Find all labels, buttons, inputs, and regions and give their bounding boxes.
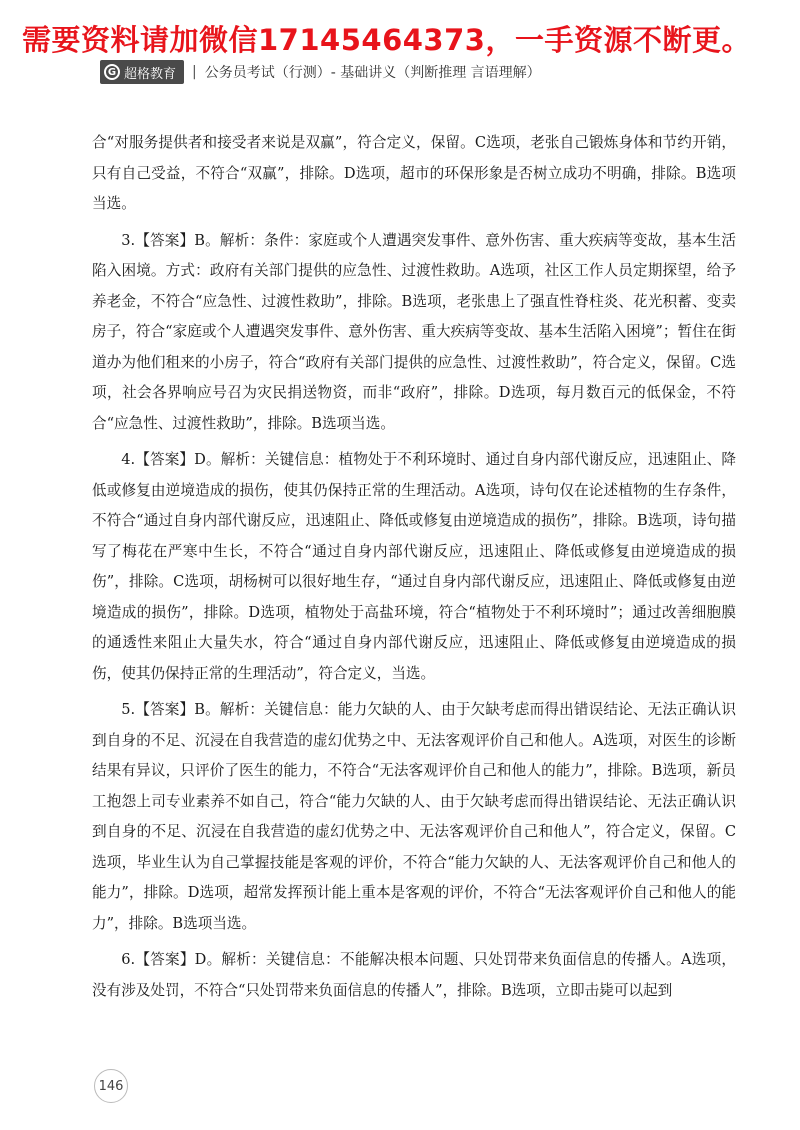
publisher-logo	[100, 60, 184, 84]
logo-icon: G	[104, 64, 120, 80]
paragraph-answer-5: 5.【答案】B。解析：关键信息：能力欠缺的人、由于欠缺考虑而得出错误结论、无法正确认识到自身的不足、沉浸在自我营造的虚幻优势之中、无法客观评价自己和他人。A选项，对医生的诊断结果有异议，只评价了医生的能力，不符合“无法客观评价自己和他人的能力”，排除。B选项，新员工抱怨上司专业素养不如自己，符合“能力欠缺的人、由于欠缺考虑而得出错误结论、无法正确认识到自身的不足、沉浸在自我营造的虚幻优势之中、无法客观评价自己和他人”，符合定义，保留。C选项，毕业生认为自己掌握技能是客观的评价，不符合“能力欠缺的人、无法客观评价自己和他人的能力”，排除。D选项，超常发挥预计能上重本是客观的评价，不符合“无法客观评价自己和他人的能力”，排除。B选项当选。	[92, 701, 736, 932]
paragraph-answer-6: 6.【答案】D。解析：关键信息：不能解决根本问题、只处罚带来负面信息的传播人。A选项，没有涉及处罚，不符合“只处罚带来负面信息的传播人”，排除。B选项，立即击毙可以起到	[92, 951, 736, 999]
paragraph-answer-4: 4.【答案】D。解析：关键信息：植物处于不利环境时、通过自身内部代谢反应，迅速阻止、降低或修复由逆境造成的损伤，使其仍保持正常的生理活动。A选项，诗句仅在论述植物的生存条件，不符合“通过自身内部代谢反应，迅速阻止、降低或修复由逆境造成的损伤”，排除。B选项，诗句描写了梅花在严寒中生长，不符合“通过自身内部代谢反应，迅速阻止、降低或修复由逆境造成的损伤”，排除。C选项，胡杨树可以很好地生存，“通过自身内部代谢反应，迅速阻止、降低或修复由逆境造成的损伤”，排除。D选项，植物处于高盐环境，符合“植物处于不利环境时”；通过改善细胞膜的通透性来阻止大量失水，符合“通过自身内部代谢反应，迅速阻止、降低或修复由逆境造成的损伤，使其仍保持正常的生理活动”，符合定义，当选。	[92, 451, 736, 682]
header-separator: |	[192, 64, 197, 80]
watermark-banner: 需要资料请加微信17145464373，一手资源不断更。	[22, 23, 751, 57]
header-title: 公务员考试（行测）- 基础讲义（判断推理 言语理解）	[204, 65, 541, 81]
page-body	[92, 128, 736, 1012]
page-header	[100, 60, 541, 84]
paragraph-answer-3: 3.【答案】B。解析：条件：家庭或个人遭遇突发事件、意外伤害、重大疾病等变故，基本生活陷入困境。方式：政府有关部门提供的应急性、过渡性救助。A选项，社区工作人员定期探望，给予养老金，不符合“应急性、过渡性救助”，排除。B选项，老张患上了强直性脊柱炎、花光积蓄、变卖房子，符合“家庭或个人遭遇突发事件、意外伤害、重大疾病等变故、基本生活陷入困境”；暂住在街道办为他们租来的小房子，符合“政府有关部门提供的应急性、过渡性救助”，符合定义，保留。C选项，社会各界响应号召为灾民捐送物资，而非“政府”，排除。D选项，每月数百元的低保金，不符合“应急性、过渡性救助”，排除。B选项当选。	[92, 231, 736, 432]
page-number: 146	[94, 1069, 128, 1103]
paragraph-continuation: 合“对服务提供者和接受者来说是双赢”，符合定义，保留。C选项，老张自己锻炼身体和节约开销，只有自己受益，不符合“双赢”，排除。D选项，超市的环保形象是否树立成功不明确，排除。B选项当选。	[92, 134, 736, 212]
logo-text: 超格教育	[124, 66, 177, 82]
